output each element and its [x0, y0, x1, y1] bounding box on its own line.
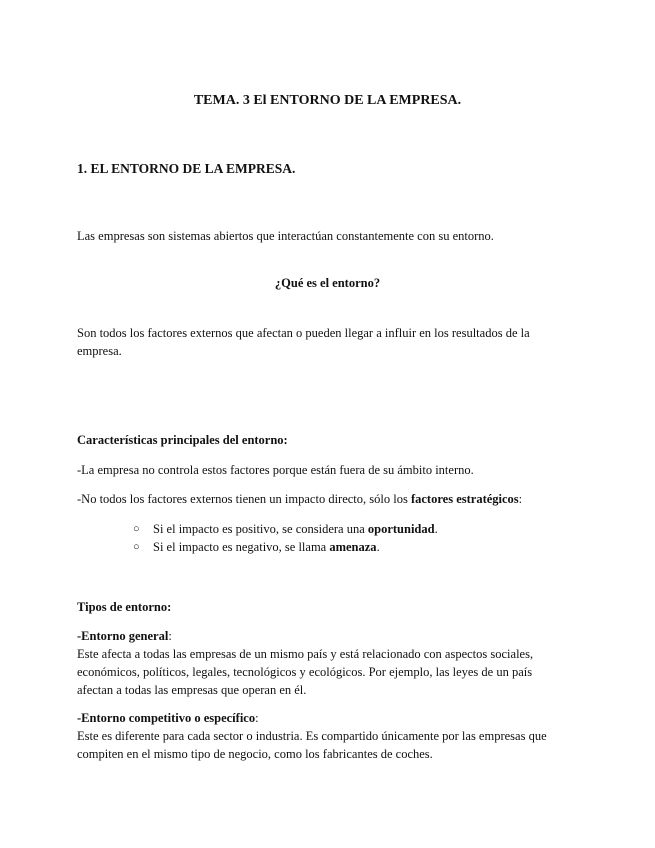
characteristic-line-1: -La empresa no controla estos factores porque están fuera de su ámbito interno. [77, 463, 474, 477]
characteristic-line-2 [77, 490, 577, 508]
document-title: TEMA. 3 El ENTORNO DE LA EMPRESA. [193, 93, 462, 108]
characteristic-line-2-text: -No todos los factores externos tienen un impacto directo, sólo los [77, 492, 411, 506]
characteristics-heading: Características principales del entorno: [77, 433, 288, 447]
threat-term: amenaza [329, 540, 377, 554]
bullet-text: Si el impacto es positivo, se considera una [153, 522, 368, 536]
competitive-colon: : [255, 711, 259, 725]
list-item [133, 538, 438, 556]
opportunity-term: oportunidad [367, 522, 435, 536]
question-heading: ¿Qué es el entorno? [274, 276, 381, 290]
bullet-end: . [434, 522, 438, 536]
hollow-circle-bullet-icon: ○ [133, 523, 140, 535]
competitive-environment-label [77, 709, 577, 727]
bullet-text: Si el impacto es negativo, se llama [153, 540, 330, 554]
general-environment-label [77, 627, 577, 645]
definition-paragraph: Son todos los factores externos que afectan o pueden llegar a influir en los resultados de la empresa. [77, 326, 530, 358]
section-heading: 1. EL ENTORNO DE LA EMPRESA. [77, 161, 296, 176]
bullet-end: . [376, 540, 380, 554]
intro-paragraph: Las empresas son sistemas abiertos que interactúan constantemente con su entorno. [77, 229, 494, 243]
list-item [133, 520, 438, 538]
general-environment-term: -Entorno general [77, 629, 169, 643]
types-heading: Tipos de entorno: [77, 600, 172, 614]
competitive-environment-term: -Entorno competitivo o específico [77, 711, 256, 725]
hollow-circle-bullet-icon: ○ [133, 541, 140, 553]
impact-bullet-list [133, 520, 438, 556]
general-environment-paragraph: Este afecta a todas las empresas de un mismo país y está relacionado con aspectos sociales, económicos, políticos, legales, tecnológicos y ecológicos. Por ejemplo, las leyes de un país afectan a todas las empresas que operan en él. [77, 647, 534, 697]
general-colon: : [168, 629, 172, 643]
strategic-factors-term: factores estratégicos [410, 492, 519, 506]
competitive-environment-paragraph: Este es diferente para cada sector o industria. Es compartido únicamente por las empresas que compiten en el mismo tipo de negocio, como los fabricantes de coches. [77, 729, 547, 761]
characteristic-line-2-end: : [518, 492, 523, 506]
